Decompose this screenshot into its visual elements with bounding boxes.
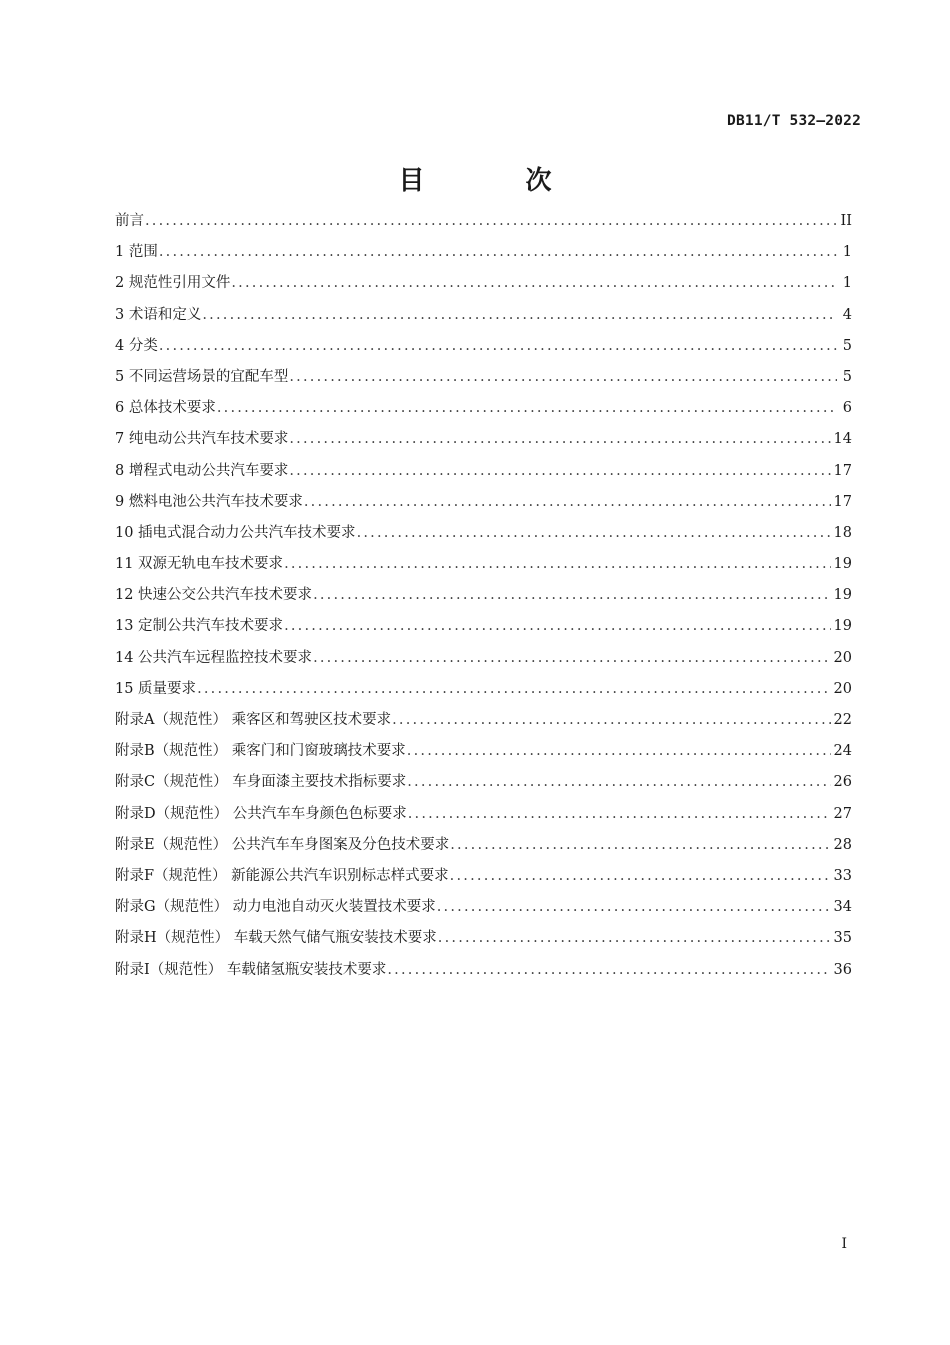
toc-entry-page: 19 — [833, 618, 852, 635]
toc-entry-page: 17 — [833, 493, 852, 510]
toc-entry-page: 6 — [842, 400, 852, 417]
toc-dot-leader — [392, 705, 830, 736]
toc-entry-label: 10 插电式混合动力公共汽车技术要求 — [115, 524, 356, 541]
toc-entry-label: 4 分类 — [115, 337, 158, 354]
toc-entry-label: 附录A（规范性） 乘客区和驾驶区技术要求 — [115, 712, 392, 728]
toc-entry[interactable] — [115, 955, 852, 986]
toc-entry-label: 2 规范性引用文件 — [115, 275, 231, 292]
toc-dot-leader — [202, 300, 837, 331]
toc-entry-label: 14 公共汽车远程监控技术要求 — [115, 649, 313, 666]
toc-entry-label: 1 范围 — [115, 244, 158, 261]
toc-entry[interactable] — [115, 799, 852, 830]
toc-entry[interactable] — [115, 549, 852, 580]
toc-entry-label: 13 定制公共汽车技术要求 — [115, 618, 284, 635]
toc-dot-leader — [407, 736, 831, 767]
toc-entry-page: 28 — [833, 836, 852, 853]
toc-dot-leader — [159, 331, 837, 362]
toc-entry-page: 4 — [842, 306, 852, 323]
toc-entry[interactable] — [115, 268, 852, 299]
toc-dot-leader — [437, 892, 831, 923]
toc-entry[interactable] — [115, 393, 852, 424]
toc-entry-label: 3 术语和定义 — [115, 306, 202, 323]
toc-entry-page: 5 — [842, 368, 852, 385]
toc-entry-page: 24 — [833, 743, 852, 760]
toc-entry-label: 7 纯电动公共汽车技术要求 — [115, 431, 289, 448]
toc-entry[interactable] — [115, 206, 852, 237]
toc-entry-page: 27 — [833, 805, 852, 822]
document-code: DB11/T 532—2022 — [727, 113, 861, 129]
toc-entry-label: 6 总体技术要求 — [115, 400, 216, 417]
toc-entry-label: 9 燃料电池公共汽车技术要求 — [115, 493, 303, 510]
toc-dot-leader — [450, 830, 830, 861]
toc-dot-leader — [313, 580, 830, 611]
toc-entry[interactable] — [115, 237, 852, 268]
toc-entry[interactable] — [115, 456, 852, 487]
toc-entry-page: 34 — [833, 899, 852, 916]
toc-entry-page: 1 — [842, 275, 852, 292]
page-number: I — [841, 1236, 847, 1252]
toc-entry[interactable] — [115, 892, 852, 923]
toc-entry-page: 35 — [833, 930, 852, 947]
toc-entry[interactable] — [115, 518, 852, 549]
toc-dot-leader — [284, 611, 830, 642]
toc-entry-label: 5 不同运营场景的宜配车型 — [115, 368, 289, 385]
toc-entry-label: 附录H（规范性） 车载天然气储气瓶安装技术要求 — [115, 930, 437, 947]
toc-dot-leader — [159, 237, 837, 268]
toc-entry-label: 附录D（规范性） 公共汽车车身颜色色标要求 — [115, 805, 407, 822]
toc-title: 目 次 — [398, 166, 598, 196]
toc-dot-leader — [357, 518, 831, 549]
toc-entry-label: 12 快速公交公共汽车技术要求 — [115, 587, 313, 604]
toc-dot-leader — [284, 549, 830, 580]
toc-entry-label: 附录F（规范性） 新能源公共汽车识别标志样式要求 — [115, 867, 449, 884]
toc-entry-label: 8 增程式电动公共汽车要求 — [115, 462, 289, 479]
toc-entry-label: 前言 — [115, 213, 144, 229]
toc-entry[interactable] — [115, 767, 852, 798]
toc-dot-leader — [407, 767, 830, 798]
toc-dot-leader — [313, 643, 830, 674]
toc-entry-page: 14 — [833, 431, 852, 448]
toc-dot-leader — [289, 424, 830, 455]
toc-entry-page: 36 — [833, 961, 852, 978]
toc-dot-leader — [231, 268, 837, 299]
toc-dot-leader — [145, 206, 837, 237]
toc-entry-label: 附录G（规范性） 动力电池自动灭火装置技术要求 — [115, 899, 436, 916]
toc-entry-label: 15 质量要求 — [115, 680, 197, 697]
toc-entry-page: 22 — [833, 712, 852, 728]
toc-entry-page: 33 — [833, 867, 852, 884]
toc-entry[interactable] — [115, 674, 852, 705]
toc-entry-page: 19 — [833, 587, 852, 604]
toc-entry-page: 26 — [833, 774, 852, 791]
toc-entry-page: 5 — [842, 337, 852, 354]
toc-entry-label: 附录I（规范性） 车载储氢瓶安装技术要求 — [115, 961, 387, 978]
toc-entry-page: 20 — [833, 680, 852, 697]
toc-dot-leader — [289, 362, 837, 393]
toc-entry-label: 附录E（规范性） 公共汽车车身图案及分色技术要求 — [115, 836, 450, 853]
toc-entry[interactable] — [115, 611, 852, 642]
toc-dot-leader — [438, 923, 831, 954]
toc-entry[interactable] — [115, 923, 852, 954]
toc-entry[interactable] — [115, 424, 852, 455]
toc-entry[interactable] — [115, 362, 852, 393]
toc-entry[interactable] — [115, 331, 852, 362]
toc-entry[interactable] — [115, 300, 852, 331]
toc-dot-leader — [450, 861, 831, 892]
toc-entry-label: 11 双源无轨电车技术要求 — [115, 556, 284, 573]
toc-entry-page: 19 — [833, 556, 852, 573]
toc-entry[interactable] — [115, 830, 852, 861]
toc-dot-leader — [289, 456, 830, 487]
toc-dot-leader — [217, 393, 837, 424]
toc-entry-page: 1 — [842, 244, 852, 261]
toc-entry[interactable] — [115, 861, 852, 892]
toc-entry-label: 附录C（规范性） 车身面漆主要技术指标要求 — [115, 774, 407, 791]
toc-entry-page: 18 — [833, 524, 852, 541]
toc-entry-label: 附录B（规范性） 乘客门和门窗玻璃技术要求 — [115, 743, 406, 760]
toc-entry[interactable] — [115, 487, 852, 518]
toc-dot-leader — [387, 955, 830, 986]
toc-entry[interactable] — [115, 580, 852, 611]
toc-dot-leader — [304, 487, 831, 518]
toc-entry-page: 17 — [833, 462, 852, 479]
toc-entry[interactable] — [115, 643, 852, 674]
toc-dot-leader — [408, 799, 831, 830]
toc-entry[interactable] — [115, 736, 852, 767]
toc-entry-page: 20 — [833, 649, 852, 666]
toc-entry-page: II — [840, 213, 852, 229]
toc-entry[interactable] — [115, 705, 852, 736]
toc-dot-leader — [197, 674, 830, 705]
table-of-contents — [115, 206, 852, 986]
